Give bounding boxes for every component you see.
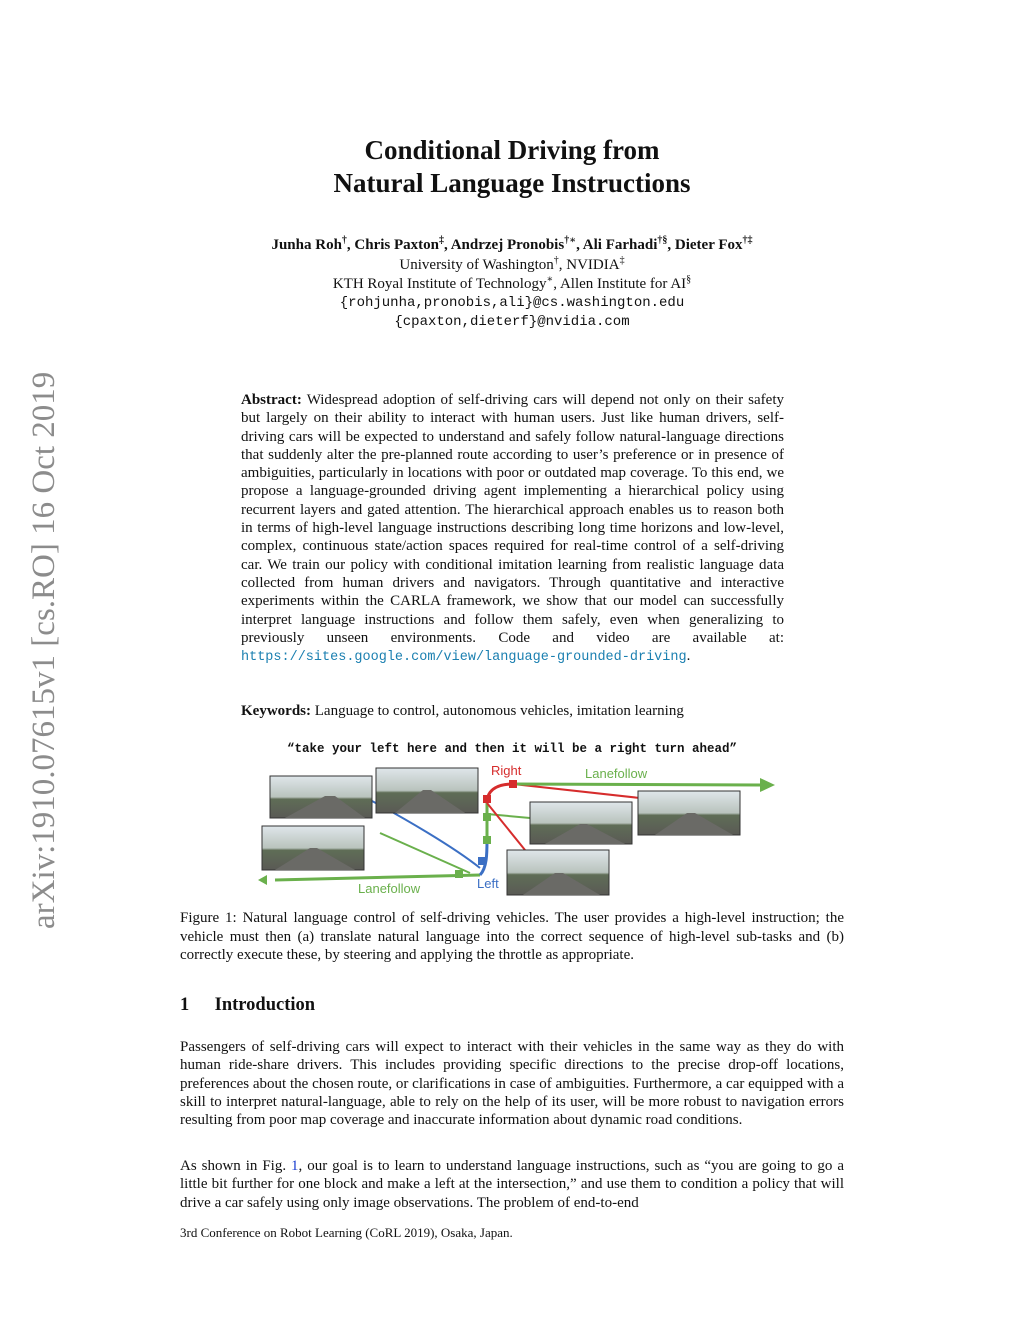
label-lanefollow-bottom: Lanefollow xyxy=(358,881,421,896)
node-follow-1 xyxy=(483,836,491,844)
abstract: Abstract: Widespread adoption of self-driving cars will depend not only on their safety but largely on their ability to interact with human users. Just like human drivers, self-driving cars will be expected to understand and safely follow natural-language directions that suddenly alter the pre-planned route according to user’s preference or in presence of ambiguities, particularly in locations with poor or outdated map coverage. To this end, we propose a language-grounded driving agent implementing a hierarchical policy using recurrent layers and gated attention. The hierarchical approach enables us to reason both in terms of high-level language instructions describing long time horizons and low-level, complex, continuous state/action spaces required for real-time control of a self-driving car. We train our policy with conditional imitation learning from realistic language data collected from human drivers and navigators. Through quantitative and interactive experiments within the CARLA framework, we show that our model can successfully interpret language instructions and follow them safely, even when generalizing to previously unseen environments. Code and video are available at: https://sites.google.com/view/language-grounded-driving. xyxy=(241,392,784,666)
author-name: Dieter Fox xyxy=(674,237,743,253)
author-list: Junha Roh†, Chris Paxton‡, Andrzej Pronobis†∗, Ali Farhadi†§, Dieter Fox†‡ xyxy=(271,235,753,253)
keywords xyxy=(241,702,784,721)
section-title: Introduction xyxy=(214,995,316,1015)
label-left: Left xyxy=(477,876,499,891)
lanefollow-link-2 xyxy=(487,814,530,818)
camera-thumbnail xyxy=(270,776,372,818)
intro-paragraph-1: Passengers of self-driving cars will expect to interact with their vehicles in the same way as they do with human ride-share drivers. This includes providing specific directions to the precise drop-off locations, preferences about the chosen route, or clarifications in case of ambiguities. Furthermore, a car equipped with a skill to interpret natural-language, able to rely on the help of its user, will be more robust to navigation errors resulting from poor map coverage and inaccurate information about dynamic road conditions. xyxy=(180,1039,844,1129)
project-link[interactable]: https://sites.google.com/view/language-grounded-driving xyxy=(241,650,687,666)
author-name: Ali Farhadi xyxy=(582,237,658,253)
affiliations xyxy=(180,256,844,332)
figure-reference-link[interactable]: 1 xyxy=(291,1158,299,1174)
camera-thumbnail xyxy=(638,791,740,835)
figure-1-diagram xyxy=(255,758,785,898)
lanefollow-path-top xyxy=(513,784,760,785)
camera-thumbnail xyxy=(376,768,478,813)
section-number: 1 xyxy=(180,995,190,1015)
keywords-label: Keywords: xyxy=(241,703,311,719)
label-lanefollow-top: Lanefollow xyxy=(585,766,648,781)
arxiv-identifier: arXiv:1910.07615v1 [cs.RO] 16 Oct 2019 xyxy=(26,371,62,929)
lanefollow-link-1 xyxy=(380,833,470,873)
intro-paragraph-2: As shown in Fig. 1, our goal is to learn to understand language instructions, such as “you are going to go a little bit further for one block and make a left at the intersection,” and use them to condition a policy that will drive a car safely using only image observations. The problem of end-to-end xyxy=(180,1158,844,1211)
node-right-2 xyxy=(509,780,517,788)
title-line-2: Natural Language Instructions xyxy=(333,168,691,198)
camera-thumbnail xyxy=(262,826,364,870)
keywords-text: Language to control, autonomous vehicles, imitation learning xyxy=(314,703,684,719)
email-line: {cpaxton,dieterf}@nvidia.com xyxy=(394,314,630,330)
author-mark: †§ xyxy=(657,235,668,246)
title-line-1: Conditional Driving from xyxy=(364,135,660,165)
affiliation-line: KTH Royal Institute of Technology∗, Allen Institute for AI§ xyxy=(332,274,692,292)
author-name: Andrzej Pronobis xyxy=(450,237,565,253)
figure-caption: Figure 1: Natural language control of self-driving vehicles. The user provides a high-level instruction; the vehicle must then (a) translate natural language into the correct sequence of high-level sub-tasks and (b) correctly execute these, by steering and applying the throttle as appropriate. xyxy=(180,910,844,963)
lanefollow-path-bottom xyxy=(275,875,480,880)
author-mark: ‡ xyxy=(439,235,445,246)
author-mark: †‡ xyxy=(742,235,753,246)
figure-instruction-quote: “take your left here and then it will be a right turn ahead” xyxy=(286,742,738,756)
right-turn-link xyxy=(513,784,640,798)
author-mark: † xyxy=(341,235,347,246)
footer-venue: 3rd Conference on Robot Learning (CoRL 2019), Osaka, Japan. xyxy=(180,1225,513,1240)
author-mark: †∗ xyxy=(564,235,577,246)
node-bottom xyxy=(455,870,463,878)
right-turn-link-2 xyxy=(487,803,525,850)
abstract-label: Abstract: xyxy=(241,392,302,408)
node-right-1 xyxy=(483,795,491,803)
camera-thumbnail xyxy=(530,802,632,844)
paper-title xyxy=(180,134,844,200)
node-left xyxy=(478,857,486,865)
author-name: Chris Paxton xyxy=(354,237,440,253)
author-name: Junha Roh xyxy=(271,237,342,253)
abstract-text: Widespread adoption of self-driving cars will depend not only on their safety but largely on their ability to interact with human users. Just like human drivers, self-driving cars will be expected to understand and safely follow natural-language directions that suddenly alter the pre-planned route according to user’s preference or in presence of ambiguities, particularly in locations with poor or outdated map coverage. To this end, we propose a language-grounded driving agent implementing a hierarchical policy using recurrent layers and gated attention. The hierarchical approach enables us to reason both in terms of high-level language instructions describing long time horizons and low-level, complex, continuous state/action spaces required for real-time control of a self-driving car. We train our policy with conditional imitation learning from realistic language data collected from human drivers and navigators. Through quantitative and interactive experiments within the CARLA framework, we show that our model can successfully interpret language instructions and follow them safely, even when generalizing to previously unseen environments. Code and video are available at: xyxy=(241,392,784,646)
arrow-head-bottom xyxy=(258,875,267,885)
section-heading xyxy=(180,995,315,1016)
node-follow-2 xyxy=(483,813,491,821)
label-right: Right xyxy=(491,763,522,778)
affiliation-line: University of Washington†, NVIDIA‡ xyxy=(399,255,625,273)
arrow-head-top xyxy=(760,778,775,792)
email-line: {rohjunha,pronobis,ali}@cs.washington.edu xyxy=(339,295,685,311)
camera-thumbnail xyxy=(507,850,609,895)
